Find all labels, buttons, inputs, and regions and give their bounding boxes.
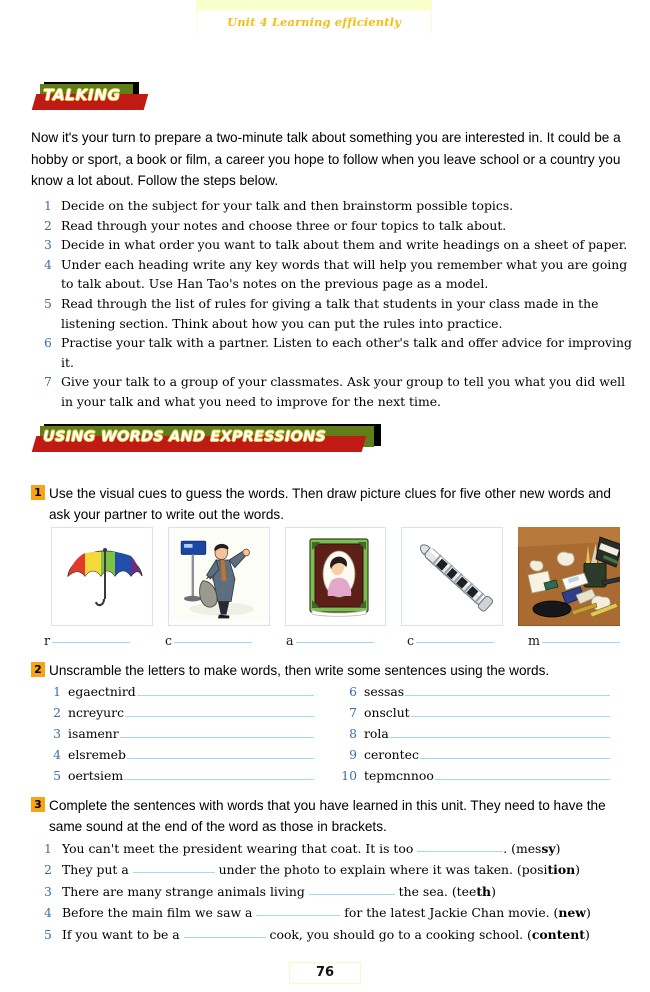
sentence-body <box>62 838 644 859</box>
answer-blank[interactable] <box>256 905 340 916</box>
list-item-number: 3 <box>53 726 61 741</box>
answer-rule[interactable] <box>405 685 610 696</box>
list-item-text: Practise your talk with a partner. Listen to each other's talk and offer advice for improving it. <box>61 335 632 370</box>
cue-answer-rule[interactable] <box>52 642 130 643</box>
sentence-body <box>62 881 644 902</box>
answer-rule[interactable] <box>120 727 314 738</box>
sentence-lead: You can't meet the president wearing that coat. It is too <box>62 841 418 856</box>
list-item-number: 5 <box>44 926 52 942</box>
list-item-number: 1 <box>44 841 52 856</box>
answer-rule[interactable] <box>137 685 314 696</box>
exercise-2 <box>31 660 631 681</box>
list-item <box>44 747 340 768</box>
scrambled-word: isamenr <box>68 726 119 741</box>
answer-rule[interactable] <box>124 769 314 780</box>
list-item-number: 9 <box>349 747 357 762</box>
list-item-number: 5 <box>53 768 61 783</box>
cue-letter-4: c <box>407 633 494 648</box>
list-item-text: Under each heading write any key words that will help you remember what you are going to talk about. Use Han Tao's notes on the previous page as a model. <box>61 256 628 292</box>
list-item-number: 5 <box>44 295 52 311</box>
cue-letter-1: r <box>44 633 130 648</box>
list-item-text: Give your talk to a group of your classmates. Ask your group to tell you what you did well in your talk and what you need to improve for the next time. <box>61 374 626 409</box>
list-item-number: 4 <box>44 256 52 272</box>
cue-answer-rule[interactable] <box>416 642 494 643</box>
bracket-close: ) <box>555 841 561 856</box>
cue-letter-3: a <box>286 633 374 648</box>
list-item <box>44 902 644 923</box>
list-item <box>44 255 636 294</box>
catching-bus-picture <box>168 527 270 626</box>
sentence-lead: If you want to be a <box>62 926 184 942</box>
sentence-tail: the sea. (tee <box>394 883 477 899</box>
list-item <box>44 859 644 880</box>
clarinet-icon <box>407 533 503 622</box>
section-banner-label: TALKING <box>43 86 121 104</box>
list-item-number: 2 <box>53 705 61 720</box>
running-head-title: Unit 4 Learning efficiently <box>227 15 401 29</box>
bus-stop-figure-icon <box>169 528 269 621</box>
scrambled-word: onsclut <box>364 705 410 720</box>
clarinet-picture <box>401 527 503 626</box>
list-item <box>340 726 636 747</box>
fill-in-sentence-list <box>44 838 644 945</box>
answer-rule[interactable] <box>127 748 314 759</box>
scramble-word-grid <box>44 684 636 789</box>
scrambled-word: oertsiem <box>68 768 124 783</box>
list-item-text: Read through the list of rules for giving a talk that students in your class made in the listening section. Think about how you can put the rules into practice. <box>61 295 599 331</box>
list-item <box>44 294 636 333</box>
sentence-tail: . (mes <box>503 841 542 856</box>
bracket-close: ) <box>575 862 580 878</box>
rhyme-hint-bold: tion <box>547 862 576 878</box>
list-item <box>44 216 636 236</box>
list-item-number: 6 <box>44 335 52 351</box>
list-item <box>340 747 636 768</box>
answer-rule[interactable] <box>390 727 610 738</box>
answer-blank[interactable] <box>417 841 503 852</box>
letter-cue-row <box>44 633 636 653</box>
list-item-number: 1 <box>53 684 61 699</box>
list-item <box>44 705 340 726</box>
scrambled-word: ncreyurc <box>68 705 125 720</box>
rhyme-hint-bold: sy <box>541 841 556 856</box>
list-item-text: Read through your notes and choose three or four topics to talk about. <box>61 217 507 233</box>
section-banner-talking <box>36 82 154 112</box>
answer-blank[interactable] <box>309 884 395 895</box>
list-item-number: 1 <box>44 198 52 213</box>
bracket-close: ) <box>585 926 590 942</box>
list-item-number: 2 <box>44 217 52 233</box>
answer-rule[interactable] <box>420 748 610 759</box>
visual-cue-picture-row <box>51 527 620 626</box>
list-item <box>340 768 636 789</box>
list-item-number: 6 <box>349 684 357 699</box>
list-item-text: Decide in what order you want to talk about them and write headings on a sheet of paper. <box>61 237 628 253</box>
list-item-number: 3 <box>44 883 52 899</box>
cue-answer-rule[interactable] <box>542 642 620 643</box>
list-item <box>44 768 340 789</box>
section-banner-label: USING WORDS AND EXPRESSIONS <box>43 429 327 445</box>
exercise-number-badge: 1 <box>31 485 45 500</box>
answer-blank[interactable] <box>133 862 215 873</box>
list-item <box>340 705 636 726</box>
exercise-3 <box>31 795 631 837</box>
cue-letter-5: m <box>528 633 620 648</box>
scrambled-word: sessas <box>364 684 405 699</box>
cue-answer-rule[interactable] <box>296 642 374 643</box>
sentence-lead: They put a <box>62 862 133 878</box>
exercise-instruction: Unscramble the letters to make words, then write some sentences using the words. <box>49 663 550 678</box>
sentence-tail: for the latest Jackie Chan movie. ( <box>340 905 559 921</box>
list-item-number: 4 <box>53 747 61 762</box>
page-number: 76 <box>289 962 361 984</box>
section-banner-using-words-and-expressions <box>36 424 382 454</box>
scrambled-word: egaectnird <box>68 684 136 699</box>
exercise-number-badge: 2 <box>31 662 45 677</box>
umbrella-icon <box>65 545 145 611</box>
rhyme-hint-bold: content <box>531 926 586 942</box>
scrambled-word: elsremeb <box>68 747 126 762</box>
cue-answer-rule[interactable] <box>174 642 252 643</box>
messy-desk-picture <box>518 527 620 626</box>
list-item-number: 8 <box>349 726 357 741</box>
bracket-close: ) <box>585 905 591 921</box>
scrambled-word: cerontec <box>364 747 419 762</box>
list-item <box>44 881 644 902</box>
list-item <box>340 684 636 705</box>
answer-rule[interactable] <box>435 769 610 780</box>
talking-steps-list <box>44 196 636 412</box>
scrambled-word: tepmcnnoo <box>364 768 434 783</box>
umbrella-picture <box>51 527 153 626</box>
scrambled-word: rola <box>364 726 389 741</box>
sentence-lead: Before the main film we saw a <box>62 905 257 921</box>
list-item-number: 3 <box>44 237 52 253</box>
exercise-instruction: Use the visual cues to guess the words. Then draw picture clues for five other new words and ask your partner to write out the words. <box>49 486 611 522</box>
sentence-body <box>62 859 644 880</box>
bracket-close: ) <box>491 883 496 899</box>
cue-letter-2: c <box>165 633 252 648</box>
sentence-tail: under the photo to explain where it was taken. (posi <box>214 862 548 878</box>
rhyme-hint-bold: th <box>476 883 492 899</box>
exercise-instruction: Complete the sentences with words that you have learned in this unit. They need to have the same sound at the end of the word as those in brackets. <box>49 798 606 834</box>
exercise-number-badge: 3 <box>31 797 45 812</box>
list-item <box>44 726 340 747</box>
answer-rule[interactable] <box>125 706 314 717</box>
list-item-number: 10 <box>341 768 357 783</box>
talking-intro-paragraph: Now it's your turn to prepare a two-minute talk about something you are interested in. It could be a hobby or sport, a book or film, a career you hope to follow when you leave school or a country you know a lot about. Follow the steps below. <box>31 130 621 188</box>
running-head-band <box>196 0 432 11</box>
scramble-column-right <box>340 684 636 789</box>
list-item-number: 2 <box>44 862 52 878</box>
list-item <box>44 372 636 411</box>
sentence-body <box>62 902 644 923</box>
list-item <box>44 924 644 945</box>
exercise-1 <box>31 483 631 525</box>
list-item <box>44 333 636 372</box>
list-item <box>44 235 636 255</box>
list-item <box>44 684 340 705</box>
list-item-number: 7 <box>349 705 357 720</box>
album-picture <box>285 527 387 626</box>
photo-album-icon <box>306 536 372 618</box>
scramble-column-left <box>44 684 340 789</box>
list-item <box>44 196 636 216</box>
sentence-body <box>62 924 644 945</box>
list-item-text: Decide on the subject for your talk and then brainstorm possible topics. <box>61 198 514 213</box>
answer-blank[interactable] <box>184 927 266 938</box>
list-item-number: 4 <box>44 905 52 921</box>
sentence-tail: cook, you should go to a cooking school. ( <box>265 926 532 942</box>
messy-desk-icon <box>518 527 620 626</box>
rhyme-hint-bold: new <box>558 905 586 921</box>
sentence-lead: There are many strange animals living <box>62 883 309 899</box>
list-item <box>44 838 644 859</box>
answer-rule[interactable] <box>411 706 610 717</box>
list-item-number: 7 <box>44 374 52 390</box>
